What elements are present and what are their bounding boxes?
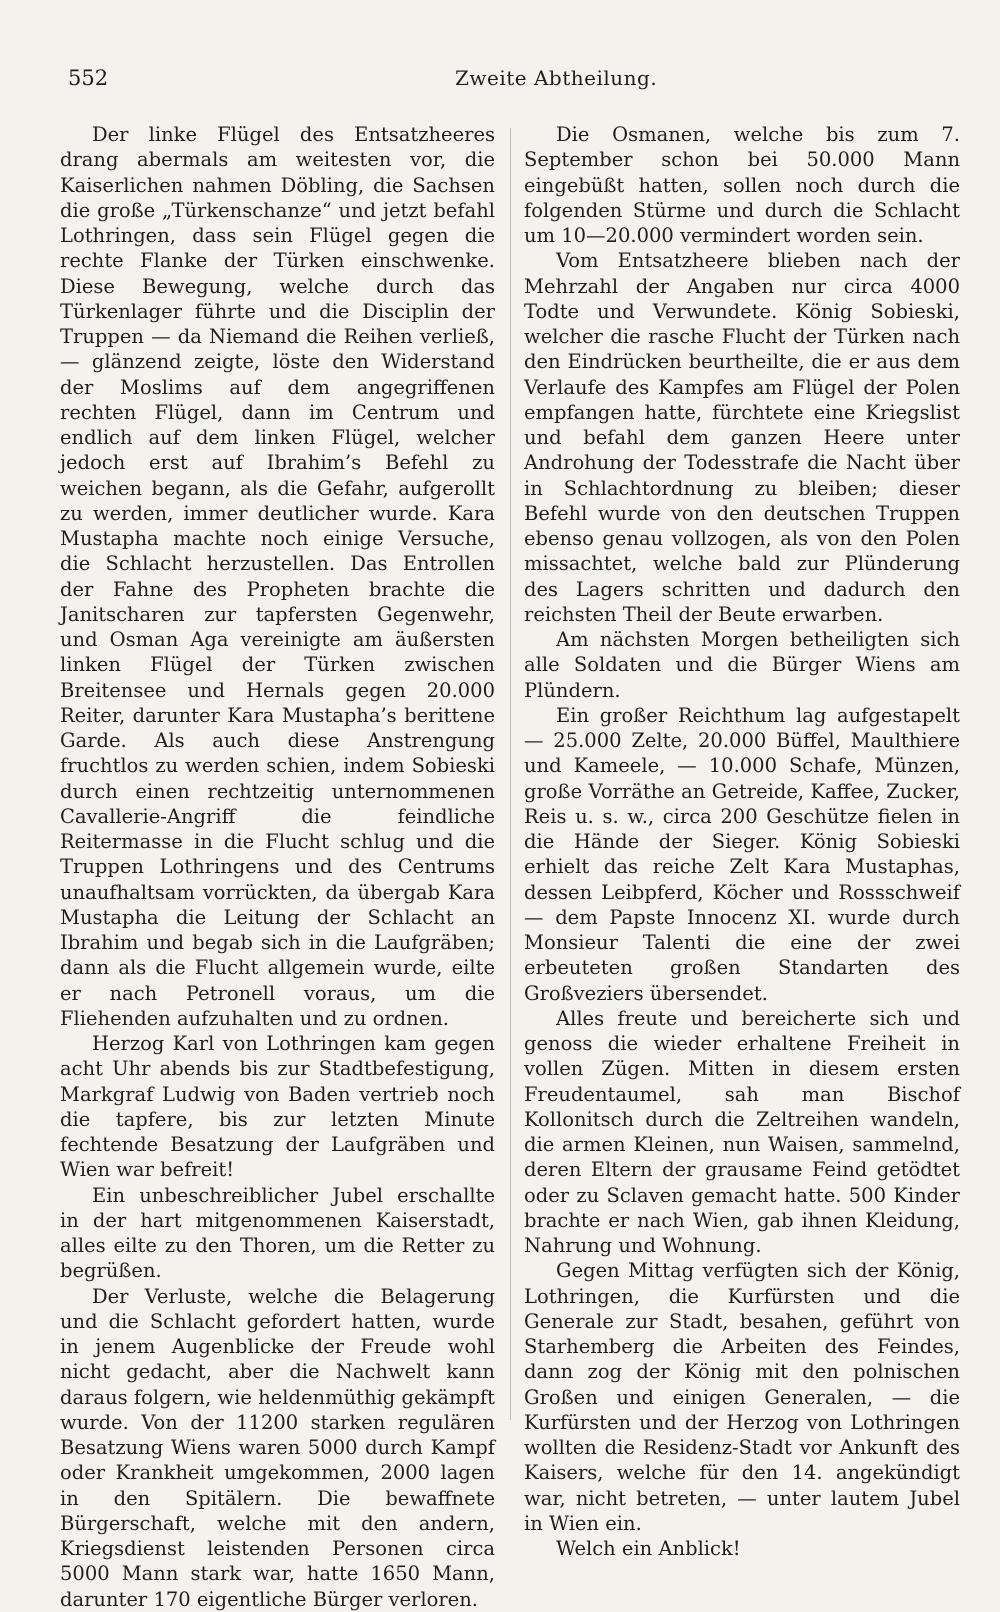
paragraph: Alles freute und bereicherte sich und genoss die wieder erhaltene Freiheit in vollen Zügen. Mitten in diesem ersten Freudentaumel, sah man Bischof Kollonitsch durch die Zeltreihen wandeln, die armen Kleinen, nun Waisen, sammelnd, deren Eltern der grausame Feind getödtet oder zu Sclaven gemacht hatte. 500 Kinder brachte er nach Wien, gab ihnen Kleidung, Nahrung und Wohnung. [524, 1006, 960, 1257]
paragraph: Der linke Flügel des Entsatzheeres drang abermals am weitesten vor, die Kaiserlichen nahmen Döbling, die Sachsen die große „Türkenschanze“ und jetzt befahl Lothringen, dass sein Flügel gegen die rechte Flanke der Türken einschwenke. Diese Bewegung, welche durch das Türkenlager führte und die Disciplin der Truppen — da Niemand die Reihen verließ, — glänzend zeigte, löste den Widerstand der Moslims auf dem angegriffenen rechten Flügel, dann im Centrum und endlich auf dem linken Flügel, welcher jedoch erst auf Ibrahim’s Befehl zu weichen begann, als die Gefahr, aufgerollt zu werden, immer deutlicher wurde. Kara Mustapha machte noch einige Versuche, die Schlacht herzustellen. Das Entrollen der Fahne des Propheten brachte die Janitscharen zur tapfersten Gegenwehr, und Osman Aga vereinigte am äußersten linken Flügel der Türken zwischen Breitensee und Hernals gegen 20.000 Reiter, darunter Kara Mustapha’s berittene Garde. Als auch diese Anstrengung fruchtlos zu werden schien, indem Sobieski durch einen rechtzeitig unternommenen Cavallerie-Angriff die feindliche Reitermasse in die Flucht schlug und die Truppen Lothringens und des Centrums unaufhaltsam vorrückten, da übergab Kara Mustapha die Leitung der Schlacht an Ibrahim und begab sich in die Laufgräben; dann als die Flucht allgemein wurde, eilte er nach Petronell voraus, um die Fliehenden aufzuhalten und zu ordnen. [60, 123, 495, 1030]
paragraph: Vom Entsatzheere blieben nach der Mehrzahl der Angaben nur circa 4000 Todte und Verwundete. König Sobieski, welcher die rasche Flucht der Türken nach den Eindrücken beurtheilte, die er aus dem Verlaufe des Kampfes am Flügel der Polen empfangen hatte, fürchtete eine Kriegslist und befahl dem ganzen Heere unter Androhung der Todesstrafe die Nacht über in Schlachtordnung zu bleiben; dieser Befehl wurde von den deutschen Truppen ebenso genau vollzogen, als von den Polen missachtet, welche bald zur Plünderung des Lagers schritten und dadurch den reichsten Theil der Beute erwarben. [524, 249, 960, 626]
column-divider [510, 128, 511, 1420]
page-number: 552 [68, 66, 109, 90]
right-column [524, 122, 960, 1561]
paragraph: Ein unbeschreiblicher Jubel erschallte in der hart mitgenommenen Kaiserstadt, alles eilte zu den Thoren, um die Retter zu begrüßen. [60, 1183, 495, 1283]
paragraph: Der Verluste, welche die Belagerung und die Schlacht gefordert hatten, wurde in jenem Augenblicke der Freude wohl nicht gedacht, aber die Nachwelt kann daraus folgern, wie heldenmüthig gekämpft wurde. Von der 11200 starken regulären Besatzung Wiens waren 5000 durch Kampf oder Krankheit umgekommen, 2000 lagen in den Spitälern. Die bewaffnete Bürgerschaft, welche mit den andern, Kriegsdienst leistenden Personen circa 5000 Mann stark war, hatte 1650 Mann, darunter 170 eigentliche Bürger verloren. [60, 1284, 495, 1611]
paragraph: Herzog Karl von Lothringen kam gegen acht Uhr abends bis zur Stadtbefestigung, Markgraf Ludwig von Baden vertrieb noch die tapfere, bis zur letzten Minute fechtende Besatzung der Laufgräben und Wien war befreit! [60, 1032, 495, 1182]
closing-exclamation: Welch ein Anblick! [556, 1537, 741, 1560]
paragraph: Am nächsten Morgen betheiligten sich alle Soldaten und die Bürger Wiens am Plündern. [524, 628, 960, 702]
paragraph: Ein großer Reichthum lag aufgestapelt — 25.000 Zelte, 20.000 Büffel, Maulthiere und Kameele, — 10.000 Schafe, Münzen, große Vorräthe an Getreide, Kaffee, Zucker, Reis u. s. w., circa 200 Geschütze fielen in die Hände der Sieger. König Sobieski erhielt das reiche Zelt Kara Mustaphas, dessen Leibpferd, Köcher und Rossschweif — dem Papste Innocenz XI. wurde durch Monsieur Talenti die eine der zwei erbeuteten großen Standarten des Großveziers übersendet. [524, 703, 960, 1005]
paragraph: Gegen Mittag verfügten sich der König, Lothringen, die Kurfürsten und die Generale zur Stadt, besahen, geführt von Starhemberg die Arbeiten des Feindes, dann zog der König mit den polnischen Großen und einigen Generalen, — die Kurfürsten und der Herzog von Lothringen wollten die Residenz-Stadt vor Ankunft des Kaisers, welche für den 14. angekündigt war, nicht betreten, — unter lautem Jubel in Wien ein. [524, 1259, 960, 1535]
left-column [60, 122, 495, 1612]
paragraph: Die Osmanen, welche bis zum 7. September schon bei 50.000 Mann eingebüßt hatten, sollen noch durch die folgenden Stürme und durch die Schlacht um 10—20.000 vermindert worden sein. [524, 123, 960, 247]
running-head: Zweite Abtheilung. [455, 66, 658, 90]
